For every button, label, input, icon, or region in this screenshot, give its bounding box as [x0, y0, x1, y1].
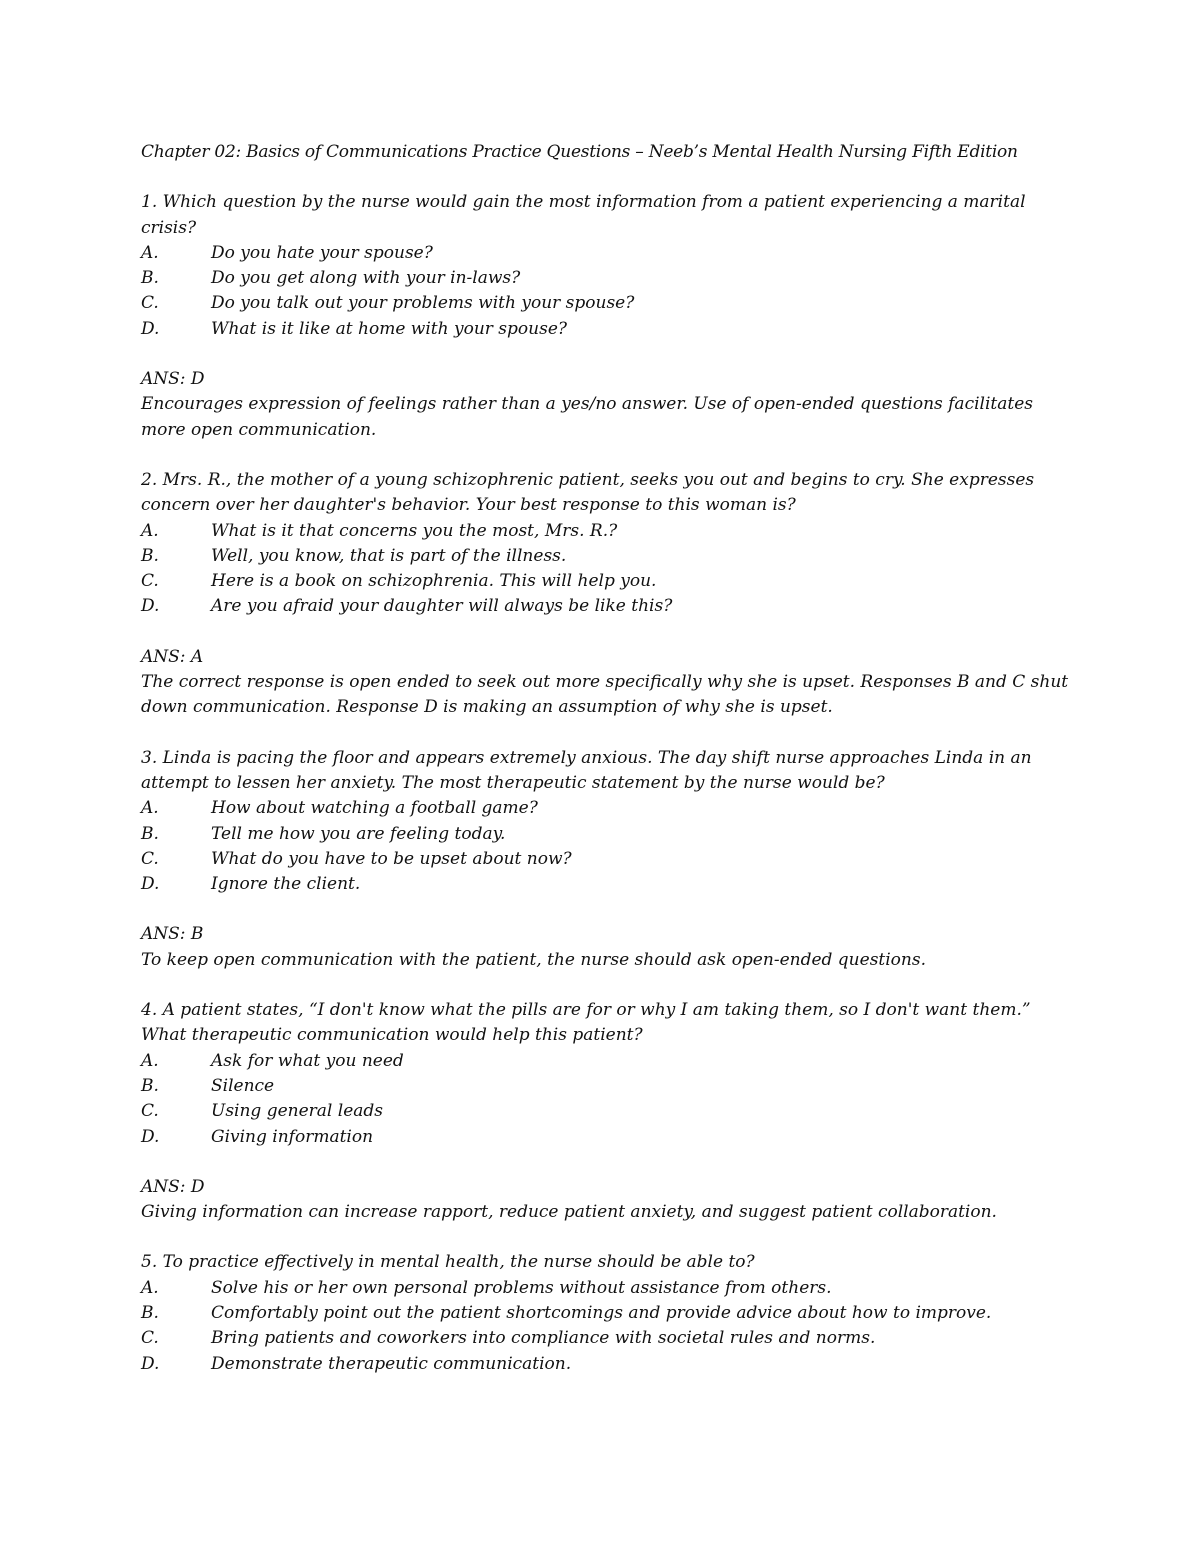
- option-a: [141, 1049, 1071, 1074]
- option-letter: A.: [141, 242, 159, 263]
- option-a: [141, 519, 1071, 544]
- question-stem: 5. To practice effectively in mental health, the nurse should be able to?: [141, 1252, 755, 1273]
- answer-rationale: To keep open communication with the patient, the nurse should ask open-ended questions.: [141, 949, 926, 970]
- option-letter: B.: [141, 1075, 159, 1096]
- answer-options: [141, 796, 1071, 897]
- answer-options: [141, 519, 1071, 620]
- option-letter: B.: [141, 1302, 159, 1323]
- option-c: [141, 291, 1071, 316]
- option-text: Comfortably point out the patient shortcomings and provide advice about how to improve.: [211, 1302, 992, 1323]
- option-text: What is it like at home with your spouse?: [211, 318, 567, 339]
- option-letter: D.: [141, 596, 160, 617]
- option-c: [141, 1099, 1071, 1124]
- document-title: Chapter 02: Basics of Communications Practice Questions – Neeb’s Mental Health Nursing Fifth Edition: [141, 142, 1018, 162]
- option-d: [141, 1125, 1071, 1150]
- option-letter: C.: [141, 571, 159, 592]
- option-d: [141, 317, 1071, 342]
- answer-rationale: Encourages expression of feelings rather than a yes/no answer. Use of open-ended questions facilitates more open communication.: [141, 394, 1033, 440]
- option-letter: A.: [141, 1050, 159, 1071]
- answer-key: ANS: A: [141, 646, 204, 667]
- option-letter: A.: [141, 798, 159, 819]
- option-letter: B.: [141, 823, 159, 844]
- question-stem: 3. Linda is pacing the floor and appears extremely anxious. The day shift nurse approaches Linda in an attempt to lessen her anxiety. The most therapeutic statement by the nurse would be?: [141, 747, 1032, 793]
- option-text: Silence: [211, 1075, 275, 1096]
- option-text: Ask for what you need: [211, 1050, 404, 1071]
- document-page: [141, 140, 1071, 1377]
- question-stem: 1. Which question by the nurse would gain the most information from a patient experiencing a marital crisis?: [141, 192, 1026, 238]
- answer-options: [141, 1276, 1071, 1377]
- option-text: Here is a book on schizophrenia. This will help you.: [211, 571, 657, 592]
- option-text: Solve his or her own personal problems without assistance from others.: [211, 1277, 832, 1298]
- option-text: Do you hate your spouse?: [211, 242, 433, 263]
- option-text: Demonstrate therapeutic communication.: [211, 1353, 572, 1374]
- question-4: [141, 998, 1071, 1225]
- option-letter: C.: [141, 1328, 159, 1349]
- option-text: Ignore the client.: [211, 874, 361, 895]
- option-text: How about watching a football game?: [211, 798, 538, 819]
- answer-key: ANS: B: [141, 924, 204, 945]
- answer-block: [141, 367, 1071, 443]
- option-letter: D.: [141, 874, 160, 895]
- option-text: Do you get along with your in-laws?: [211, 268, 521, 289]
- option-letter: A.: [141, 1277, 159, 1298]
- option-text: Do you talk out your problems with your spouse?: [211, 293, 635, 314]
- option-letter: B.: [141, 268, 159, 289]
- option-text: Bring patients and coworkers into compliance with societal rules and norms.: [211, 1328, 876, 1349]
- option-letter: A.: [141, 520, 159, 541]
- option-text: Tell me how you are feeling today.: [211, 823, 506, 844]
- option-letter: C.: [141, 848, 159, 869]
- option-b: [141, 544, 1071, 569]
- option-text: Are you afraid your daughter will always be like this?: [211, 596, 673, 617]
- option-c: [141, 569, 1071, 594]
- answer-block: [141, 1175, 1071, 1226]
- question-2: [141, 468, 1071, 721]
- option-letter: D.: [141, 1126, 160, 1147]
- question-5: [141, 1250, 1071, 1376]
- option-c: [141, 847, 1071, 872]
- answer-block: [141, 922, 1071, 973]
- question-stem: 2. Mrs. R., the mother of a young schizophrenic patient, seeks you out and begins to cry. She expresses concern over her daughter's behavior. Your best response to this woman is?: [141, 469, 1035, 516]
- option-text: Well, you know, that is part of the illness.: [211, 545, 567, 566]
- option-a: [141, 796, 1071, 821]
- option-a: [141, 241, 1071, 266]
- option-text: Giving information: [211, 1126, 374, 1147]
- option-a: [141, 1276, 1071, 1301]
- option-letter: D.: [141, 1353, 160, 1374]
- answer-key: ANS: D: [141, 1176, 205, 1197]
- answer-rationale: The correct response is open ended to seek out more specifically why she is upset. Responses B and C shut down communication. Response D is making an assumption of why she is upset.: [141, 672, 1069, 718]
- option-b: [141, 266, 1071, 291]
- option-text: What do you have to be upset about now?: [211, 848, 572, 869]
- answer-rationale: Giving information can increase rapport, reduce patient anxiety, and suggest patient collaboration.: [141, 1202, 997, 1223]
- option-b: [141, 1301, 1071, 1326]
- option-b: [141, 822, 1071, 847]
- option-d: [141, 872, 1071, 897]
- option-d: [141, 594, 1071, 619]
- question-stem: 4. A patient states, “I don't know what the pills are for or why I am taking them, so I don't want them.” What therapeutic communication would help this patient?: [141, 1000, 1031, 1046]
- option-d: [141, 1352, 1071, 1377]
- option-text: Using general leads: [211, 1101, 384, 1122]
- question-1: [141, 190, 1071, 443]
- option-letter: C.: [141, 293, 159, 314]
- option-letter: B.: [141, 545, 159, 566]
- option-b: [141, 1074, 1071, 1099]
- option-letter: D.: [141, 318, 160, 339]
- answer-options: [141, 241, 1071, 342]
- question-3: [141, 746, 1071, 973]
- option-c: [141, 1326, 1071, 1351]
- answer-block: [141, 645, 1071, 721]
- answer-key: ANS: D: [141, 369, 205, 390]
- answer-options: [141, 1049, 1071, 1150]
- option-text: What is it that concerns you the most, Mrs. R.?: [211, 520, 618, 541]
- option-letter: C.: [141, 1101, 159, 1122]
